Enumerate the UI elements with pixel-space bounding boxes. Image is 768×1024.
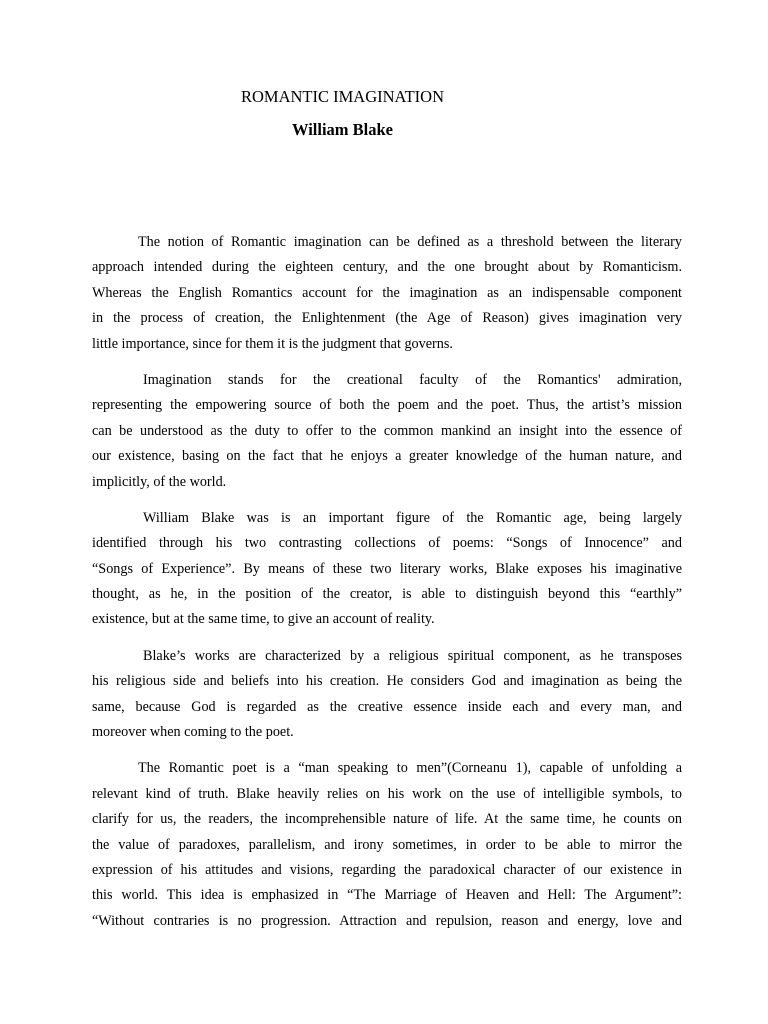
text-line: identified through his two contrasting collections of poems: “Songs of Innocence” and: [92, 535, 682, 552]
text-line: relevant kind of truth. Blake heavily relies on his work on the use of intelligible symbols, to: [92, 785, 682, 802]
text-line: our existence, basing on the fact that he enjoys a greater knowledge of the human nature, and: [92, 448, 682, 465]
text-line: the value of paradoxes, parallelism, and irony sometimes, in order to be able to mirror the: [92, 836, 682, 853]
text-line: The Romantic poet is a “man speaking to men”(Corneanu 1), capable of unfolding a: [138, 760, 682, 777]
paragraph-1: [92, 230, 682, 357]
paragraph-2: [92, 368, 682, 495]
document-title: ROMANTIC IMAGINATION: [240, 87, 445, 106]
text-line: Blake’s works are characterized by a religious spiritual component, as he transposes: [143, 647, 682, 664]
text-line: existence, but at the same time, to give an account of reality.: [92, 611, 435, 628]
text-line: Whereas the English Romantics account for the imagination as an indispensable component: [92, 284, 682, 301]
text-line: Imagination stands for the creational faculty of the Romantics' admiration,: [143, 371, 682, 388]
text-line: “Songs of Experience”. By means of these two literary works, Blake exposes his imaginative: [92, 560, 682, 577]
text-line: little importance, since for them it is the judgment that governs.: [92, 335, 453, 352]
paragraph-5: [92, 756, 682, 934]
text-line: William Blake was is an important figure of the Romantic age, being largely: [143, 509, 682, 526]
document-body: [92, 230, 682, 945]
text-line: approach intended during the eighteen century, and the one brought about by Romanticism.: [92, 259, 682, 276]
text-line: implicitly, of the world.: [92, 473, 227, 490]
text-line: The notion of Romantic imagination can be defined as a threshold between the literary: [138, 234, 682, 250]
text-line: “Without contraries is no progression. Attraction and repulsion, reason and energy, love and: [92, 912, 682, 929]
text-line: his religious side and beliefs into his creation. He considers God and imagination as being the: [92, 673, 682, 690]
text-line: same, because God is regarded as the creative essence inside each and every man, and: [92, 698, 682, 715]
text-line: representing the empowering source of both the poem and the poet. Thus, the artist’s mission: [92, 397, 682, 414]
paragraph-3: [92, 506, 682, 633]
text-line: this world. This idea is emphasized in “The Marriage of Heaven and Hell: The Argument”:: [92, 887, 682, 904]
text-line: expression of his attitudes and visions, regarding the paradoxical character of our existence in: [92, 861, 682, 878]
document-author: William Blake: [292, 120, 393, 139]
text-line: in the process of creation, the Enlightenment (the Age of Reason) gives imagination very: [92, 310, 682, 327]
paragraph-4: [92, 644, 682, 746]
text-line: can be understood as the duty to offer to the common mankind an insight into the essence of: [92, 422, 682, 439]
text-line: thought, as he, in the position of the creator, is able to distinguish beyond this “earthly”: [92, 586, 682, 603]
text-line: clarify for us, the readers, the incomprehensible nature of life. At the same time, he counts on: [92, 811, 682, 828]
text-line: moreover when coming to the poet.: [92, 724, 294, 741]
